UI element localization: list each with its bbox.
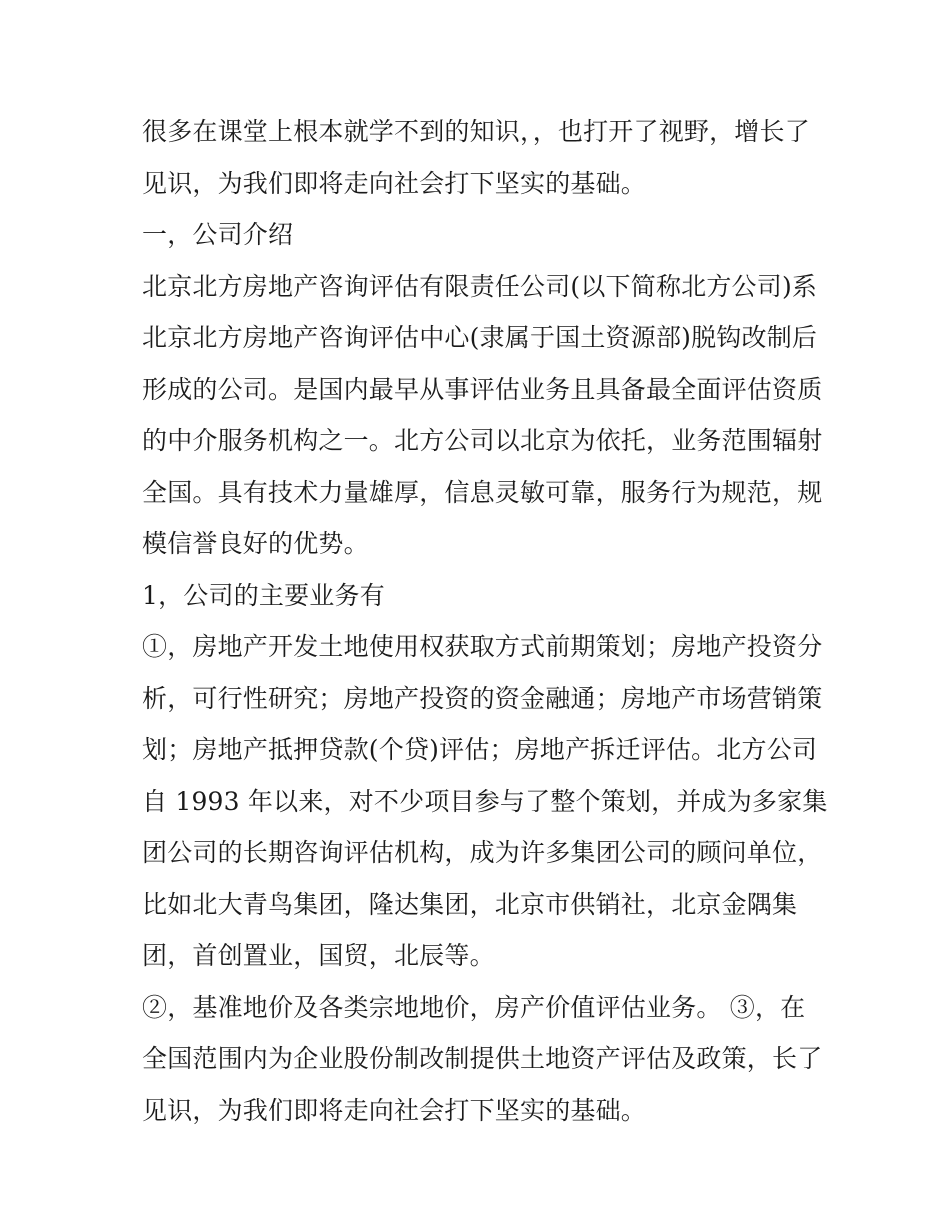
- section-heading: 一，公司介绍: [142, 220, 294, 249]
- text-line: 团，首创置业，国贸，北辰等。: [142, 941, 495, 970]
- text-line: 全国。具有技术力量雄厚，信息灵敏可靠，服务行为规范，规: [142, 477, 823, 507]
- text-line: 模信誉良好的优势。: [142, 529, 369, 558]
- text-line: 形成的公司。是国内最早从事评估业务且具备最全面评估资质: [142, 374, 823, 404]
- text-line: 全国范围内为企业股份制改制提供土地资产评估及政策，长了: [142, 1044, 823, 1073]
- text-line: 见识，为我们即将走向社会打下坚实的基础。: [142, 168, 647, 198]
- subsection-heading: 1，公司的主要业务有: [142, 580, 385, 610]
- text-line: 很多在课堂上根本就学不到的知识，，也打开了视野，增长了: [142, 117, 810, 146]
- text-line: 见识，为我们即将走向社会打下坚实的基础。: [142, 1095, 647, 1125]
- text-line: 析，可行性研究；房地产投资的资金融通；房地产市场营销策: [142, 683, 823, 713]
- text-line: ①，房地产开发土地使用权获取方式前期策划；房地产投资分: [142, 632, 823, 661]
- text-line: 北京北方房地产咨询评估中心(隶属于国土资源部)脱钩改制后: [142, 323, 818, 352]
- text-line: 比如北大青鸟集团，隆达集团，北京市供销社，北京金隅集: [142, 889, 798, 919]
- text-line: 的中介服务机构之一。北方公司以北京为依托，业务范围辐射: [142, 426, 823, 455]
- document-body: [142, 106, 828, 1136]
- text-line: 北京北方房地产咨询评估有限责任公司(以下简称北方公司)系: [142, 271, 818, 301]
- text-line: 团公司的长期咨询评估机构，成为许多集团公司的顾问单位，: [142, 838, 823, 867]
- text-line: ②，基准地价及各类宗地地价，房产价值评估业务。 ③，在: [142, 992, 806, 1022]
- text-line: 划；房地产抵押贷款(个贷)评估；房地产拆迁评估。北方公司: [142, 735, 818, 764]
- text-line: 自 1993 年以来，对不少项目参与了整个策划，并成为多家集: [142, 786, 828, 816]
